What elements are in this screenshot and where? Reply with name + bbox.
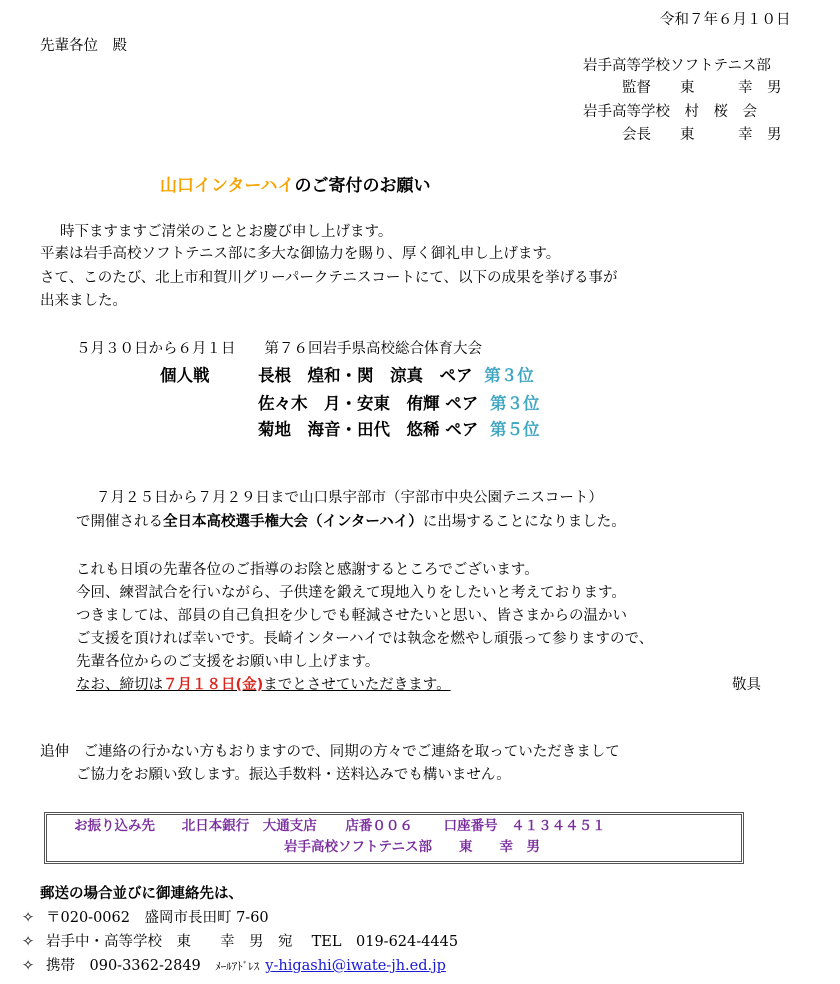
- interhigh-post: に出場することになりました。: [422, 514, 626, 530]
- intro-result-lead-cont: 出来ました。: [40, 293, 127, 309]
- result-pair: [258, 420, 540, 440]
- sender-coach: 監督 東 幸 男: [622, 80, 782, 96]
- email-link[interactable]: y-higashi@iwate-jh.ed.jp: [265, 958, 446, 974]
- deadline-date: ７月１８日(金): [163, 677, 264, 693]
- intro-greeting: 時下ますますご清栄のこととお慶び申し上げます。: [60, 224, 393, 240]
- category-label: 個人戦: [160, 366, 210, 385]
- pair-names: 長根 煌和・関 涼真 ペア: [258, 366, 473, 385]
- contact-addressee: [22, 934, 458, 951]
- tournament-info: ５月３０日から６月１日 第７６回岩手県高校総合体育大会: [76, 341, 482, 357]
- pair-names: 佐々木 月・安東 侑輝 ペア: [258, 394, 479, 413]
- mobile-text: 携帯 090-3362-2849: [46, 958, 216, 974]
- result-pair: [258, 394, 540, 414]
- request-line: 今回、練習試合を行いながら、子供達を鍛えて現地入りをしたいと考えております。: [76, 585, 626, 601]
- recipient: 先輩各位 殿: [40, 38, 127, 54]
- pair-rank: 第５位: [490, 420, 540, 439]
- sender-alumni: 岩手高等学校 村 桜 会: [583, 104, 757, 120]
- sparkle-icon: ✧: [22, 934, 35, 950]
- deadline-post: までとさせていただきます。: [263, 677, 451, 693]
- sparkle-icon: ✧: [22, 910, 35, 926]
- deadline-pre: なお、締切は: [76, 677, 163, 693]
- result-pair: [258, 366, 534, 386]
- sparkle-icon: ✧: [22, 958, 35, 974]
- sender-president: 会長 東 幸 男: [622, 127, 782, 143]
- closing-word: 敬具: [732, 677, 761, 693]
- letter-date: 令和７年６月１０日: [660, 12, 791, 28]
- request-line: 先輩各位からのご支援をお願い申し上げます。: [76, 654, 380, 670]
- intro-result-lead: さて、このたび、北上市和賀川グリーパークテニスコートにて、以下の成果を挙げる事が: [40, 270, 618, 286]
- deadline-notice: [76, 677, 451, 694]
- request-line: つきましては、部員の自己負担を少しでも軽減させたいと思い、皆さまからの温かい: [76, 608, 627, 624]
- contact-address: [22, 910, 269, 927]
- bank-name: 北日本銀行 大通支店: [181, 818, 317, 834]
- address-text: 〒020-0062 盛岡市長田町 7-60: [46, 910, 269, 926]
- pair-names: 菊地 海音・田代 悠稀 ペア: [258, 420, 479, 439]
- page-title: [160, 176, 430, 196]
- interhigh-name: 全日本高校選手権大会（インターハイ）: [163, 514, 423, 530]
- bank-details: [74, 818, 606, 834]
- title-rest: のご寄付のお願い: [294, 176, 431, 196]
- request-line: これも日頃の先輩各位のご指導のお陰と感謝するところでございます。: [76, 562, 539, 578]
- bank-account: 口座番号 ４１３４４５１: [443, 818, 606, 834]
- bank-branch: 店番００６: [345, 818, 413, 834]
- mail-label: ﾒｰﾙｱﾄﾞﾚｽ: [215, 960, 260, 973]
- postscript-line: 追伸 ご連絡の行かない方もおりますので、同期の方々でご連絡を取っていただきまして: [40, 744, 620, 760]
- interhigh-pre: で開催される: [76, 514, 163, 530]
- bank-label: お振り込み先: [74, 818, 155, 834]
- title-highlight: 山口インターハイ: [160, 176, 295, 196]
- addressee-text: 岩手中・高等学校 東 幸 男 宛 TEL 019-624-4445: [46, 934, 459, 950]
- sender-club: 岩手高等学校ソフトテニス部: [583, 58, 771, 74]
- contact-heading: 郵送の場合並びに御連絡先は、: [40, 886, 243, 902]
- intro-thanks: 平素は岩手高校ソフトテニス部に多大な御協力を賜り、厚く御礼申し上げます。: [40, 246, 561, 262]
- interhigh-announcement: [76, 514, 626, 531]
- interhigh-dates: ７月２５日から７月２９日まで山口県宇部市（宇部市中央公園テニスコート）: [96, 490, 603, 506]
- pair-rank: 第３位: [484, 366, 534, 385]
- pair-rank: 第３位: [490, 394, 540, 413]
- postscript-line: ご協力をお願い致します。振込手数料・送料込みでも構いません。: [76, 767, 511, 783]
- contact-mobile: [22, 958, 446, 975]
- account-holder: 岩手高校ソフトテニス部 東 幸 男: [284, 839, 540, 855]
- request-line: ご支援を頂ければ幸いです。長崎インターハイでは執念を燃やし頑張って参りますので、: [76, 631, 654, 647]
